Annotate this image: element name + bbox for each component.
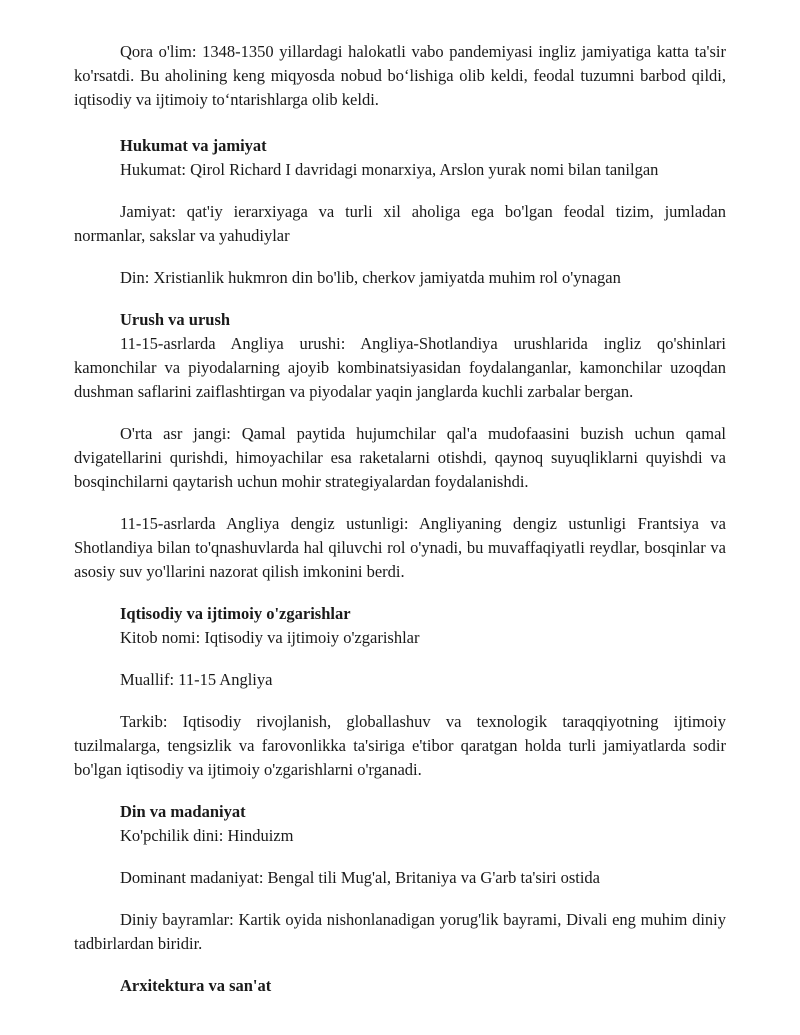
- paragraph-religious-holidays: Diniy bayramlar: Kartik oyida nishonlanadigan yorug'lik bayrami, Divali eng muhim diniy tadbirlardan biridir.: [74, 910, 726, 953]
- document-body: [74, 40, 726, 998]
- paragraph-religion: Din: Xristianlik hukmron din bo'lib, cherkov jamiyatda muhim rol o'ynagan: [120, 268, 621, 287]
- paragraph-society: Jamiyat: qat'iy ierarxiyaga va turli xil aholiga ega bo'lgan feodal tizim, jumladan normanlar, sakslar va yahudiylar: [74, 202, 726, 245]
- paragraph-medieval-battle: O'rta asr jangi: Qamal paytida hujumchilar qal'a mudofaasini buzish uchun qamal dvigatellarini qurishdi, himoyachilar esa raketalarni otishdi, qaynoq suyuqliklarni quyishdi va bosqinchilarni qaytarish uchun mohir strategiyalardan foydalanishdi.: [74, 424, 726, 491]
- paragraph-black-death: Qora o'lim: 1348-1350 yillardagi halokatli vabo pandemiyasi ingliz jamiyatiga katta ta'sir ko'rsatdi. Bu aholining keng miqyosda nobud bo‘lishiga olib keldi, feodal tuzumni barbod qildi, iqtisodiy va ijtimoiy to‘ntarishlarga olib keldi.: [74, 42, 726, 109]
- heading-economic-social: Iqtisodiy va ijtimoiy o'zgarishlar: [120, 604, 351, 623]
- paragraph-contents: Tarkib: Iqtisodiy rivojlanish, globallashuv va texnologik taraqqiyotning ijtimoiy tuzilmalarga, tengsizlik va farovonlikka ta'siriga e'tibor qaratgan holda turli jamiyatlarda sodir bo'lgan iqtisodiy va ijtimoiy o'zgarishlarni o'rganadi.: [74, 712, 726, 779]
- heading-religion-culture: Din va madaniyat: [120, 802, 246, 821]
- paragraph-author: Muallif: 11-15 Angliya: [120, 670, 273, 689]
- heading-architecture-art: Arxitektura va san'at: [120, 976, 272, 995]
- heading-government-society: Hukumat va jamiyat: [120, 136, 267, 155]
- heading-war: Urush va urush: [120, 310, 231, 329]
- paragraph-england-war: 11-15-asrlarda Angliya urushi: Angliya-Shotlandiya urushlarida ingliz qo'shinlari kamonchilar va piyodalarning ajoyib kombinatsiyasidan foydalanganlar, kamonchilar uzoqdan dushman saflarini zaiflashtirgan va piyodalar yaqin janglarda kuchli zarbalar bergan.: [74, 334, 726, 401]
- paragraph-dominant-culture: Dominant madaniyat: Bengal tili Mug'al, Britaniya va G'arb ta'siri ostida: [120, 868, 600, 887]
- paragraph-government: Hukumat: Qirol Richard I davridagi monarxiya, Arslon yurak nomi bilan tanilgan: [120, 160, 659, 179]
- paragraph-naval-supremacy: 11-15-asrlarda Angliya dengiz ustunligi: Angliyaning dengiz ustunligi Frantsiya va Shotlandiya bilan to'qnashuvlarda hal qiluvchi rol o'ynadi, bu muvaffaqiyatli reydlar, bosqinlar va asosiy suv yo'llarini nazorat qilish imkonini berdi.: [74, 514, 726, 581]
- paragraph-majority-religion: Ko'pchilik dini: Hinduizm: [120, 826, 294, 845]
- paragraph-book-title: Kitob nomi: Iqtisodiy va ijtimoiy o'zgarishlar: [120, 628, 420, 647]
